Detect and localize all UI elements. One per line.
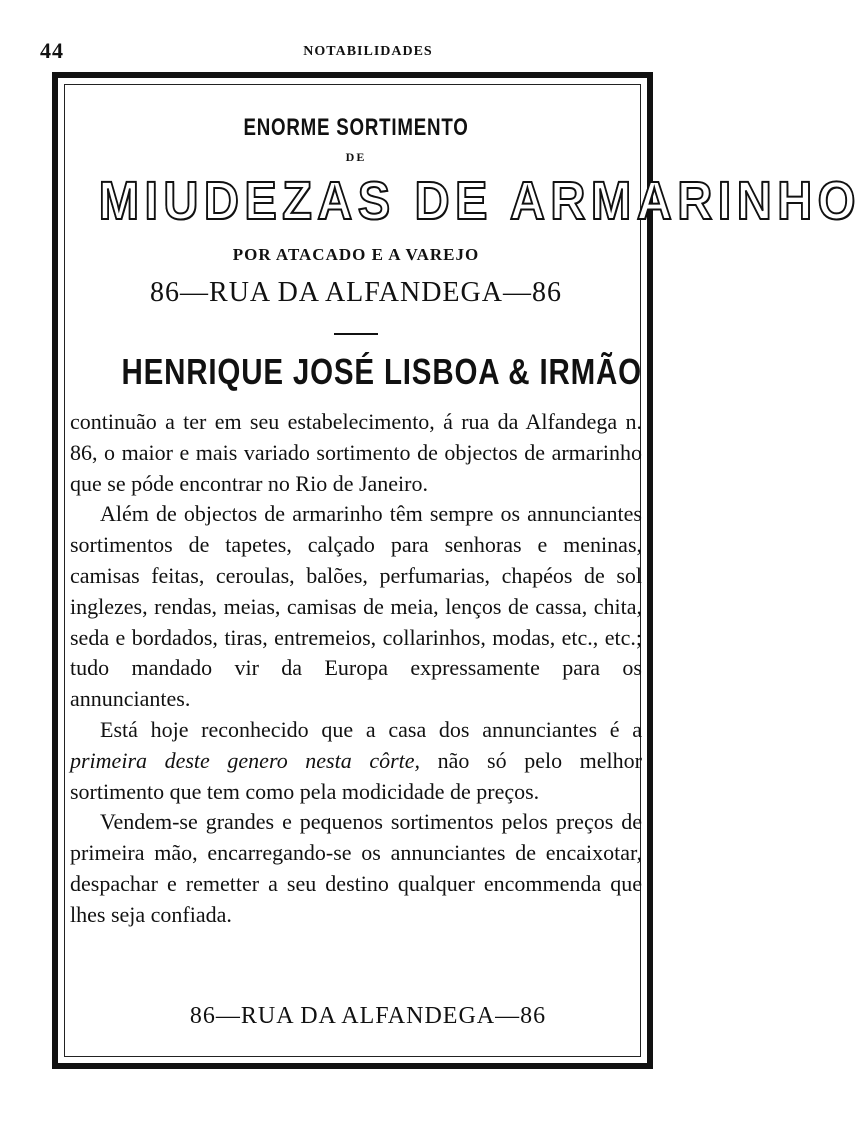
firm-name: HENRIQUE JOSÉ LISBOA & IRMÃO [121,351,642,392]
running-head [0,38,736,68]
running-title: NOTABILIDADES [303,44,433,59]
headline-miudezas: MIUDEZAS DE ARMARINHO [98,171,861,231]
paragraph-3-start: Está hoje reconhecido que a casa dos annunciantes é a [100,716,642,742]
address-top: 86—RUA DA ALFANDEGA—86 [150,277,562,308]
paragraph-1: continuão a ter em seu estabelecimento, á rua da Alfandega n. 86, o maior e mais variado sortimento de objectos de armarinho que se póde encontrar no Rio de Janeiro. [70,409,642,496]
paragraph-3 [70,715,642,807]
advert-content [70,110,861,931]
divider-rule [334,333,378,335]
page-number: 44 [40,38,64,63]
address-bottom: 86—RUA DA ALFANDEGA—86 [189,1003,547,1029]
advert-body [70,407,642,931]
paragraph-3-end: não só pelo melhor sortimento que tem como pela modicidade de preços. [70,747,642,804]
paragraph-3-italic: primeira deste genero nesta côrte, [70,747,421,773]
headline-enorme-sortimento: ENORME SORTIMENTO [243,114,469,141]
paragraph-4: Vendem-se grandes e pequenos sortimentos pelos preços de primeira mão, encarregando-se os annunciantes de encaixotar, despachar e remetter a seu destino qualquer encommenda que lhes seja confiada. [70,809,642,927]
headline-atacado: POR ATACADO E A VAREJO [232,245,480,264]
headline-de: DE [345,150,367,164]
paragraph-2: Além de objectos de armarinho têm sempre os annunciantes sortimentos de tapetes, calçado para senhoras e meninas, camisas feitas, ceroulas, balões, perfumarias, chapéos de sol inglezes, rendas, meias, camisas de meia, lenços de cassa, chita, seda e bordados, tiras, entremeios, collarinhos, modas, etc., etc.; tudo mandado vir da Europa expressamente para os annunciantes. [70,501,642,712]
